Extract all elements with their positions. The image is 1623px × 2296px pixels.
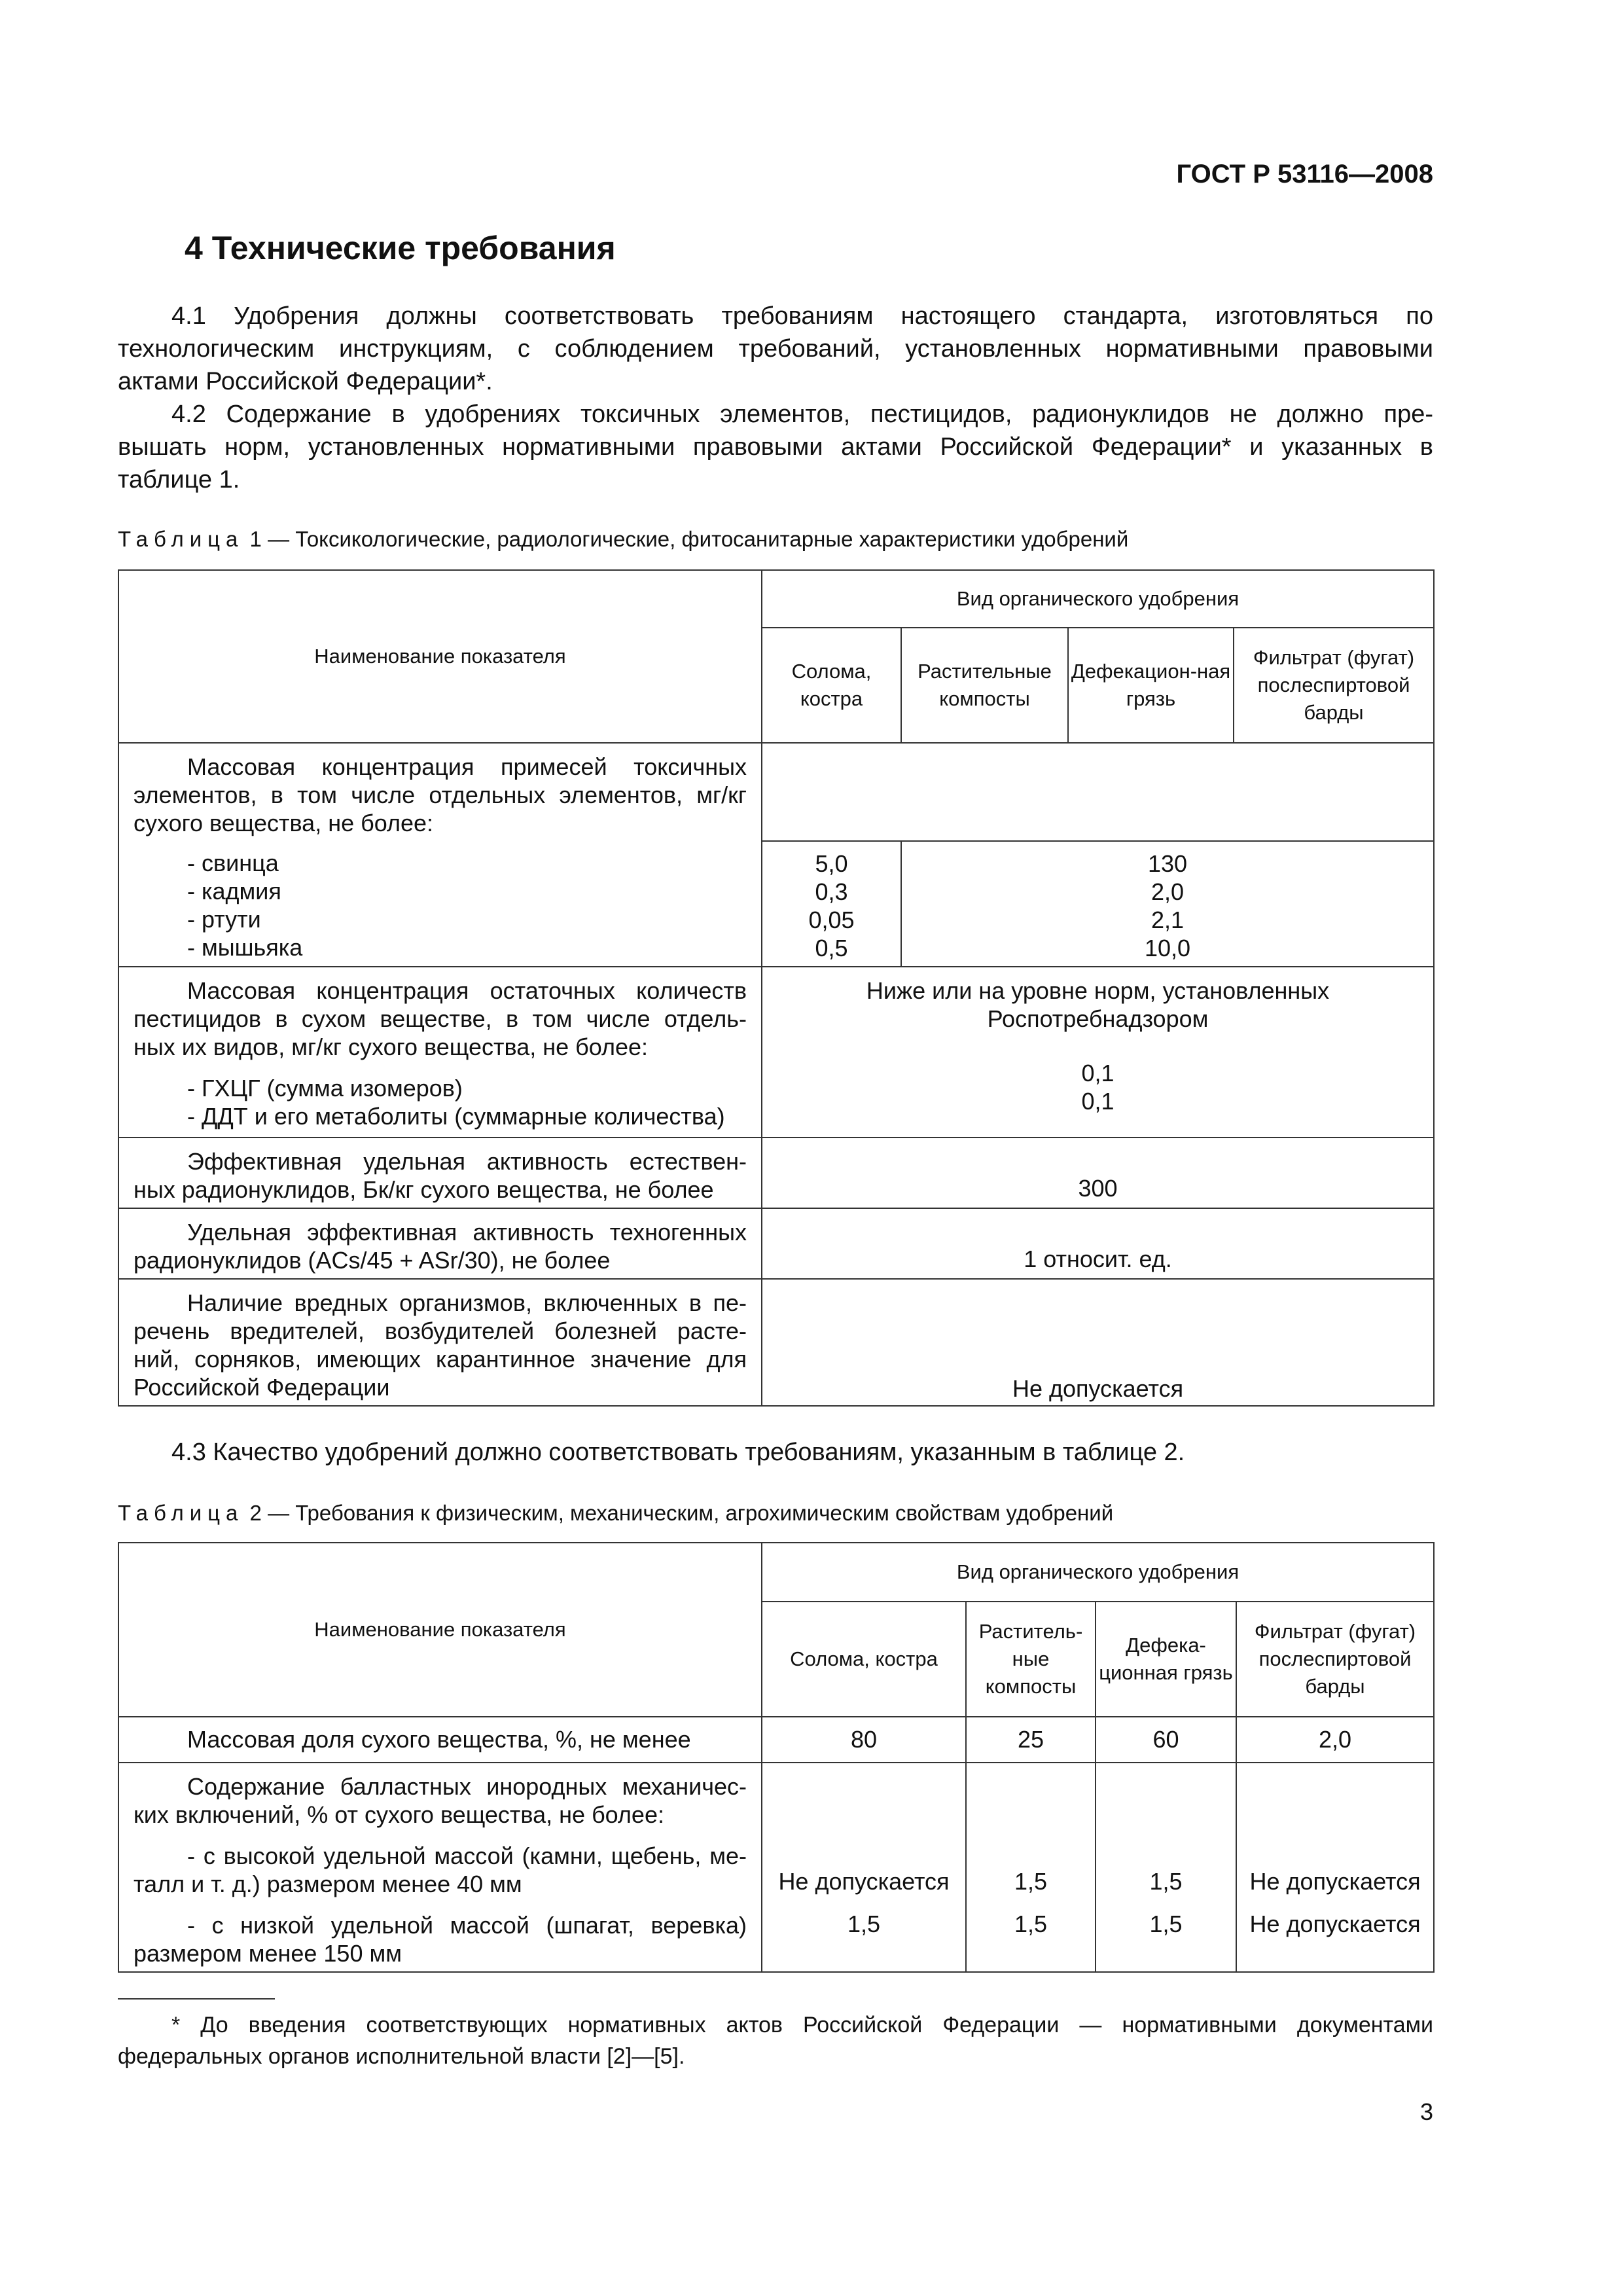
item-cadmium: - кадмия <box>187 878 281 905</box>
label-line: ний, сорняков, имеющих карантинное значение для <box>134 1346 747 1372</box>
row-ballast-label <box>118 1763 762 1972</box>
paragraph-line: таблице 1. <box>118 466 240 493</box>
label-line: Массовая концентрация остаточных количеств <box>187 977 747 1004</box>
row-dry-col1: 80 <box>762 1717 966 1763</box>
caption-text: 1 — Токсикологические, радиологические, фитосанитарные характеристики удобрений <box>243 527 1129 551</box>
paragraph-line: актами Российской Федерации*. <box>118 368 493 395</box>
row-natural-value: 300 <box>762 1138 1434 1208</box>
footnote-divider <box>118 1998 275 2000</box>
label-line: ных их видов, мг/кг сухого вещества, не более: <box>134 1033 649 1060</box>
value: 0,1 <box>1081 1088 1115 1115</box>
header-indicator: Наименование показателя <box>118 570 762 743</box>
header-group: Вид органического удобрения <box>762 1543 1434 1602</box>
header-col-filtrate: Фильтрат (фугат) послеспиртовой барды <box>1236 1602 1434 1717</box>
row-organisms-value: Не допускается <box>762 1279 1434 1406</box>
value: 2,0 <box>1150 878 1185 905</box>
footnote <box>118 2009 1433 2072</box>
paragraph-line: технологическим инструкциям, с соблюдением требований, установленных нормативными правовыми <box>118 335 1433 363</box>
value-low: 1,5 <box>1149 1910 1183 1937</box>
label-line: Российской Федерации <box>134 1374 390 1401</box>
header-col-straw: Солома, костра <box>762 628 901 743</box>
row-toxic-items <box>118 841 762 967</box>
table2 <box>118 1542 1435 1973</box>
header-group: Вид органического удобрения <box>762 570 1434 628</box>
header-col-compost: Растительные компосты <box>901 628 1068 743</box>
value: 5,0 <box>815 850 848 877</box>
value: 130 <box>1147 850 1188 877</box>
paragraph-line: 4.2 Содержание в удобрениях токсичных элементов, пестицидов, радионуклидов не должно пре- <box>171 401 1433 428</box>
label-line-low: - с низкой удельной массой (шпагат, веревка) <box>187 1912 747 1939</box>
row-ballast-col4 <box>1236 1763 1434 1972</box>
paragraph-4-1 <box>118 300 1433 398</box>
header-indicator: Наименование показателя <box>118 1543 762 1717</box>
value-high: Не допускается <box>778 1868 950 1895</box>
item-lead: - свинца <box>187 850 279 876</box>
value-high: 1,5 <box>1014 1868 1048 1895</box>
item-mercury: - ртути <box>187 906 261 933</box>
value-low: Не допускается <box>1249 1910 1421 1937</box>
header-col-compost: Раститель-ные компосты <box>966 1602 1096 1717</box>
row-ballast-col3 <box>1096 1763 1236 1972</box>
paragraph-line: вышать норм, установленных нормативными правовыми актами Российской Федерации* и указанных в <box>118 433 1433 461</box>
row-pesticides-label <box>118 967 762 1138</box>
value: 0,1 <box>1081 1060 1115 1086</box>
row-dry-col4: 2,0 <box>1236 1717 1434 1763</box>
label-line: пестицидов в сухом веществе, в том числе отдель- <box>134 1005 747 1032</box>
page-number: 3 <box>1419 2098 1433 2125</box>
label-line: ных радионуклидов, Бк/кг сухого вещества, не более <box>134 1176 714 1203</box>
row-technogenic-label <box>118 1208 762 1279</box>
section-title: 4 Технические требования <box>185 230 616 266</box>
caption-prefix: Таблица <box>118 527 244 551</box>
table1-caption <box>118 525 1433 554</box>
label-line: речень вредителей, возбудителей болезней расте- <box>134 1318 747 1344</box>
footnote-line: федеральных органов исполнительной власти [2]—[5]. <box>118 2044 685 2069</box>
item-arsenic: - мышьяка <box>187 934 303 961</box>
label-line: Эффективная удельная активность естествен- <box>187 1148 747 1175</box>
document-code: ГОСТ Р 53116—2008 <box>1176 160 1433 188</box>
value: 0,3 <box>815 878 848 905</box>
paragraph-4-2 <box>118 398 1433 496</box>
label-line: ких включений, % от сухого вещества, не более: <box>134 1801 664 1828</box>
label-line: Содержание балластных инородных механичес- <box>187 1773 747 1800</box>
label-line: сухого вещества, не более: <box>134 810 433 836</box>
item-ddt: - ДДТ и его метаболиты (суммарные количества) <box>187 1103 725 1130</box>
table2-caption <box>118 1499 1433 1528</box>
row-dry-col2: 25 <box>966 1717 1096 1763</box>
value: 0,5 <box>815 935 848 961</box>
caption-text: 2 — Требования к физическим, механическим, агрохимическим свойствам удобрений <box>243 1501 1114 1525</box>
label-line: радионуклидов (ACs/45 + ASr/30), не более <box>134 1247 611 1274</box>
label-line: Наличие вредных организмов, включенных в пе- <box>187 1289 747 1316</box>
row-toxic-label <box>118 743 762 841</box>
label-line: Массовая концентрация примесей токсичных <box>187 753 747 780</box>
value-low: 1,5 <box>1014 1910 1048 1937</box>
value-high: 1,5 <box>1149 1868 1183 1895</box>
label-line-high: - с высокой удельной массой (камни, щебень, ме- <box>187 1842 747 1869</box>
header-col-defecation: Дефека-ционная грязь <box>1096 1602 1236 1717</box>
value-low: 1,5 <box>847 1910 881 1937</box>
item-hch: - ГХЦГ (сумма изомеров) <box>187 1075 463 1102</box>
value-high: Не допускается <box>1249 1868 1421 1895</box>
row-dry-col3: 60 <box>1096 1717 1236 1763</box>
label-line-low: размером менее 150 мм <box>134 1940 402 1967</box>
table1 <box>118 569 1435 1407</box>
header-col-defecation: Дефекацион-ная грязь <box>1068 628 1234 743</box>
paragraph-line: 4.3 Качество удобрений должно соответствовать требованиям, указанным в таблице 2. <box>171 1439 1185 1466</box>
row-organisms-label <box>118 1279 762 1406</box>
footnote-line: * До введения соответствующих нормативных актов Российской Федерации — нормативными документами <box>171 2013 1433 2037</box>
caption-prefix: Таблица <box>118 1501 244 1525</box>
pesticides-norm: Ниже или на уровне норм, установленных Роспотребнадзором <box>866 977 1330 1032</box>
value: 10,0 <box>1144 935 1191 961</box>
row-toxic-empty <box>762 743 1434 841</box>
header-col-filtrate: Фильтрат (фугат) послеспиртовой барды <box>1234 628 1434 743</box>
header-col-straw: Солома, костра <box>762 1602 966 1717</box>
row-natural-label <box>118 1138 762 1208</box>
row-dry-label: Массовая доля сухого вещества, %, не менее <box>118 1717 762 1763</box>
value: 0,05 <box>808 906 855 933</box>
row-ballast-col2 <box>966 1763 1096 1972</box>
label-line: Удельная эффективная активность техногенных <box>187 1219 747 1246</box>
row-pesticides-value <box>762 967 1434 1138</box>
label-line-high: талл и т. д.) размером менее 40 мм <box>134 1871 522 1897</box>
row-technogenic-value: 1 относит. ед. <box>762 1208 1434 1279</box>
row-toxic-other <box>901 841 1434 967</box>
value: 2,1 <box>1150 906 1185 933</box>
paragraph-4-3 <box>118 1436 1433 1469</box>
paragraph-line: 4.1 Удобрения должны соответствовать требованиям настоящего стандарта, изготовляться по <box>171 302 1433 330</box>
row-toxic-col1 <box>762 841 901 967</box>
label-line: элементов, в том числе отдельных элементов, мг/кг <box>134 781 747 808</box>
row-ballast-col1 <box>762 1763 966 1972</box>
